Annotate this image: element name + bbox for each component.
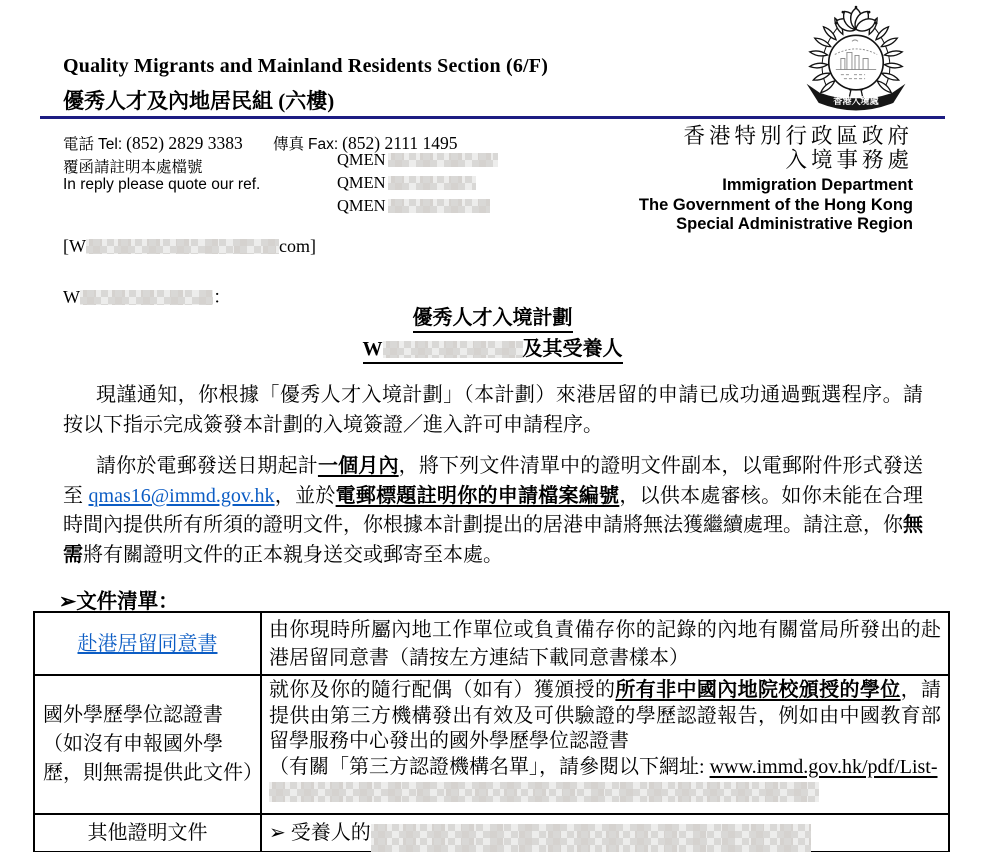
- gov-en-line1: Immigration Department: [722, 176, 913, 194]
- letter-title-line2: [363, 337, 623, 364]
- letter-title: [0, 306, 985, 364]
- tel-line: [63, 132, 243, 154]
- redacted-ref-number: [388, 199, 490, 213]
- email-suffix: com]: [278, 236, 316, 256]
- emblem-banner-text: 香港入境處: [833, 95, 879, 106]
- row3-text: 受養人的: [290, 822, 371, 844]
- quote-ref-en: In reply please quote our ref.: [63, 176, 261, 193]
- fax-label-zh: 傳真: [273, 136, 305, 153]
- table-row-consent-letter: [34, 612, 949, 675]
- salutation-prefix: W: [63, 287, 80, 307]
- gov-zh-line2: 入境事務處: [785, 148, 913, 172]
- ref-number-line: [337, 196, 490, 216]
- redacted-dependant-info: [371, 824, 811, 852]
- letter-title-line1: 優秀人才入境計劃: [413, 306, 573, 333]
- gov-zh-line1: 香港特別行政區政府: [683, 124, 913, 148]
- gov-en-line3: Special Administrative Region: [676, 215, 913, 233]
- tel-label-zh: 電話: [63, 136, 95, 153]
- fax-value: (852) 2111 1495: [342, 133, 458, 153]
- para2-subject-instruction: 電郵標題註明你的申請檔案編號: [335, 484, 620, 507]
- ref-number-line: [337, 173, 476, 193]
- redacted-email: [86, 239, 279, 254]
- consent-letter-description: 由你現時所屬內地工作單位或負責備存你的記錄的內地有關當局所發出的赴港居留同意書（請按左方連結下載同意書樣本）: [261, 612, 949, 675]
- para2-no-need: 無需: [63, 514, 923, 566]
- other-documents-cell: 其他證明文件: [34, 814, 261, 852]
- para2-seg4: ，以供本處審核。如你未能在合理時間內提供所有所須的證明文件，你根據本計劃提出的居港申請將無法獲繼續處理。請注意，你: [63, 484, 924, 536]
- quote-ref-zh: 覆函請註明本處檔號: [63, 159, 203, 176]
- table-row-other-documents: [34, 814, 949, 852]
- ref-prefix: QMEN: [337, 150, 386, 169]
- consent-letter-link[interactable]: 赴港居留同意書: [77, 632, 218, 655]
- para2-seg1: 請你於電郵發送日期起計: [96, 455, 318, 477]
- para2-deadline: 一個月內: [317, 455, 399, 477]
- table-row-qualification: [34, 675, 949, 814]
- third-party-list-url[interactable]: www.immd.gov.hk/pdf/List-: [709, 755, 938, 778]
- arrow-bullet-icon: ➢: [59, 591, 77, 613]
- row2-degrees-emphasis: 所有非中國內地院校頒授的學位: [615, 679, 901, 701]
- immigration-department-emblem-icon: [793, 2, 919, 115]
- email-link[interactable]: qmas16@immd.gov.hk: [88, 484, 275, 507]
- section-title-zh: 優秀人才及內地居民組 (六樓): [63, 89, 335, 113]
- para2-seg5: 將有關證明文件的正本親身送交或郵寄至本處。: [83, 543, 503, 566]
- para2-seg2: ，將下列文件清單中的證明文件副本，以電郵附件形式發送至: [63, 455, 924, 507]
- government-block: [639, 124, 913, 235]
- row2-seg2: ，請提供由第三方機構發出有效及可供驗證的學歷認證報告，例如由中國教育部留學服務中心發出的國外學歷學位認證書: [269, 679, 941, 752]
- title-name-prefix: W: [362, 338, 383, 360]
- gov-en-line2: The Government of the Hong Kong: [638, 195, 913, 214]
- ref-prefix: QMEN: [337, 196, 386, 215]
- email-prefix: [W: [63, 236, 86, 256]
- tel-label-en: Tel:: [98, 136, 123, 153]
- redacted-ref-number: [388, 176, 476, 190]
- paragraph-2: [63, 452, 923, 570]
- tel-value: (852) 2829 3383: [126, 133, 243, 153]
- section-title-en: Quality Migrants and Mainland Residents Section (6/F): [63, 55, 549, 77]
- paragraph-1: 現謹通知，你根據「優秀人才入境計劃」（本計劃）來港居留的申請已成功通過甄選程序。請按以下指示完成簽發本計劃的入境簽證／進入許可申請程序。: [63, 384, 923, 436]
- title-suffix: 及其受養人: [522, 338, 623, 360]
- qualification-cell: 國外學歷學位認證書（如沒有申報國外學歷，則無需提供此文件）: [34, 675, 261, 814]
- checklist-heading-text: 文件清單：: [76, 591, 179, 613]
- ref-prefix: QMEN: [337, 173, 386, 192]
- arrow-bullet-icon: ➢: [269, 822, 286, 844]
- redacted-url-continuation: [269, 782, 819, 802]
- qualification-description: [261, 675, 949, 814]
- row2-seg1: 就你及你的隨行配偶（如有）獲頒授的: [269, 679, 616, 701]
- consent-letter-cell: [34, 612, 261, 675]
- para2-seg3: ，並於: [274, 484, 336, 507]
- fax-label-en: Fax:: [308, 136, 339, 153]
- other-documents-description: [261, 814, 949, 852]
- redacted-ref-number: [388, 153, 498, 167]
- row2-seg3: （有關「第三方認證機構名單」，請參閱以下網址:: [269, 755, 710, 778]
- checklist-heading: [59, 584, 179, 614]
- redacted-name: [80, 290, 213, 305]
- addressee-email-line: [63, 236, 316, 257]
- header-divider: [40, 116, 945, 119]
- document-checklist-table: [33, 611, 950, 852]
- redacted-title-name: [383, 341, 523, 358]
- salutation-colon: ：: [213, 287, 231, 307]
- ref-number-line: [337, 150, 498, 170]
